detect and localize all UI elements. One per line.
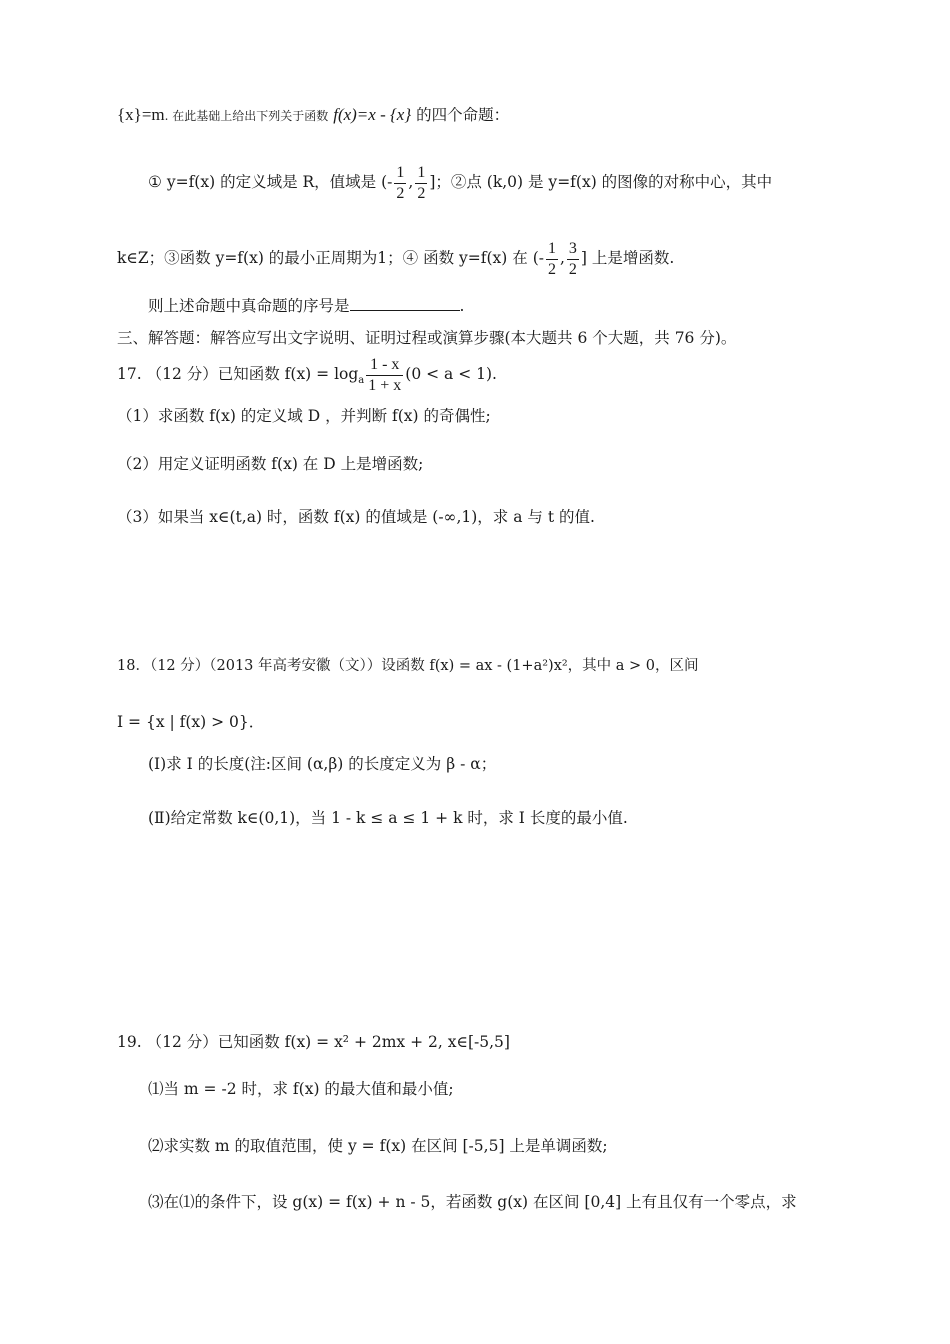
prop1-text-a: ① y=f(x) 的定义域是 R，值域是 (- bbox=[148, 173, 393, 191]
ask-text: 则上述命题中真命题的序号是 bbox=[148, 297, 350, 315]
q19-part-1: ⑴当 m = -2 时，求 f(x) 的最大值和最小值; bbox=[148, 1080, 454, 1098]
q19-part-2: ⑵求实数 m 的取值范围，使 y = f(x) 在区间 [-5,5] 上是单调函数; bbox=[148, 1137, 608, 1155]
proposition-line-1: ① y=f(x) 的定义域是 R，值域是 (- $\frac{1}{2}$ , $\frac{1}{2}$ ]；②点 (k,0) 是 y=f(x) 的图像的对称中心，其中 bbox=[148, 163, 773, 202]
q19-head: 19. （12 分）已知函数 f(x) = x² + 2mx + 2, x∈[-5,5] bbox=[117, 1033, 510, 1051]
intro-function: f(x)=x - {x} bbox=[333, 105, 412, 124]
prop1-text-b: ]；②点 (k,0) 是 y=f(x) 的图像的对称中心，其中 bbox=[429, 173, 773, 191]
proposition-line-2: k∈Z；③函数 y=f(x) 的最小正周期为1；④ 函数 y=f(x) 在 (- $\frac{1}{2}$ , $\frac{3}{2}$ ] 上是增函数. bbox=[117, 239, 675, 278]
ask-end: . bbox=[459, 297, 465, 315]
fraction: $\frac{1 - x}{1 + x}$ bbox=[368, 355, 402, 394]
fraction: $\frac{3}{2}$ bbox=[568, 239, 577, 278]
q18-head: 18．（12 分）（2013 年高考安徽（文））设函数 f(x) = ax - (1+a²)x²，其中 a > 0，区间 bbox=[117, 658, 699, 674]
intro-lead-text: . 在此基础上给出下列关于函数 bbox=[164, 109, 329, 123]
intro-tail: 的四个命题： bbox=[416, 106, 510, 124]
q17-part-3: （3）如果当 x∈(t,a) 时，函数 f(x) 的值域是 (-∞,1)，求 a 与 t 的值. bbox=[117, 508, 595, 526]
q17-head: 17. （12 分）已知函数 $f(x) = \log_a$ $\frac{1 - x}{1 + x}$ (0 < a < 1). bbox=[117, 355, 497, 394]
q17-part-2: （2）用定义证明函数 f(x) 在 D 上是增函数; bbox=[117, 455, 424, 473]
intro-line bbox=[117, 103, 509, 128]
q18-part-1: (Ⅰ)求 I 的长度(注:区间 (α,β) 的长度定义为 β - α； bbox=[148, 755, 497, 773]
q17-part-1: （1）求函数 f(x) 的定义域 D ，并判断 f(x) 的奇偶性; bbox=[117, 407, 491, 425]
q18-part-2: (Ⅱ)给定常数 k∈(0,1)，当 1 - k ≤ a ≤ 1 + k 时，求 I 长度的最小值. bbox=[148, 809, 628, 827]
prop2-text-b: ] 上是增函数. bbox=[580, 249, 675, 267]
prop2-text-a: k∈Z；③函数 y=f(x) 的最小正周期为1；④ 函数 y=f(x) 在 (- bbox=[117, 249, 544, 267]
question-line bbox=[148, 294, 464, 318]
intro-lead-math: {x}=m bbox=[117, 105, 165, 124]
fraction: $\frac{1}{2}$ bbox=[547, 239, 556, 278]
q19-part-3: ⑶在⑴的条件下，设 g(x) = f(x) + n - 5，若函数 g(x) 在区间 [0,4] 上有且仅有一个零点，求 bbox=[148, 1193, 797, 1211]
fraction: $\frac{1}{2}$ bbox=[396, 163, 405, 202]
fraction: $\frac{1}{2}$ bbox=[417, 163, 426, 202]
answer-blank[interactable] bbox=[350, 294, 460, 311]
section-heading: 三、解答题：解答应写出文字说明、证明过程或演算步骤(本大题共 6 个大题，共 76 分)。 bbox=[117, 329, 737, 347]
q18-set: I = {x | f(x) > 0}． bbox=[117, 713, 265, 731]
